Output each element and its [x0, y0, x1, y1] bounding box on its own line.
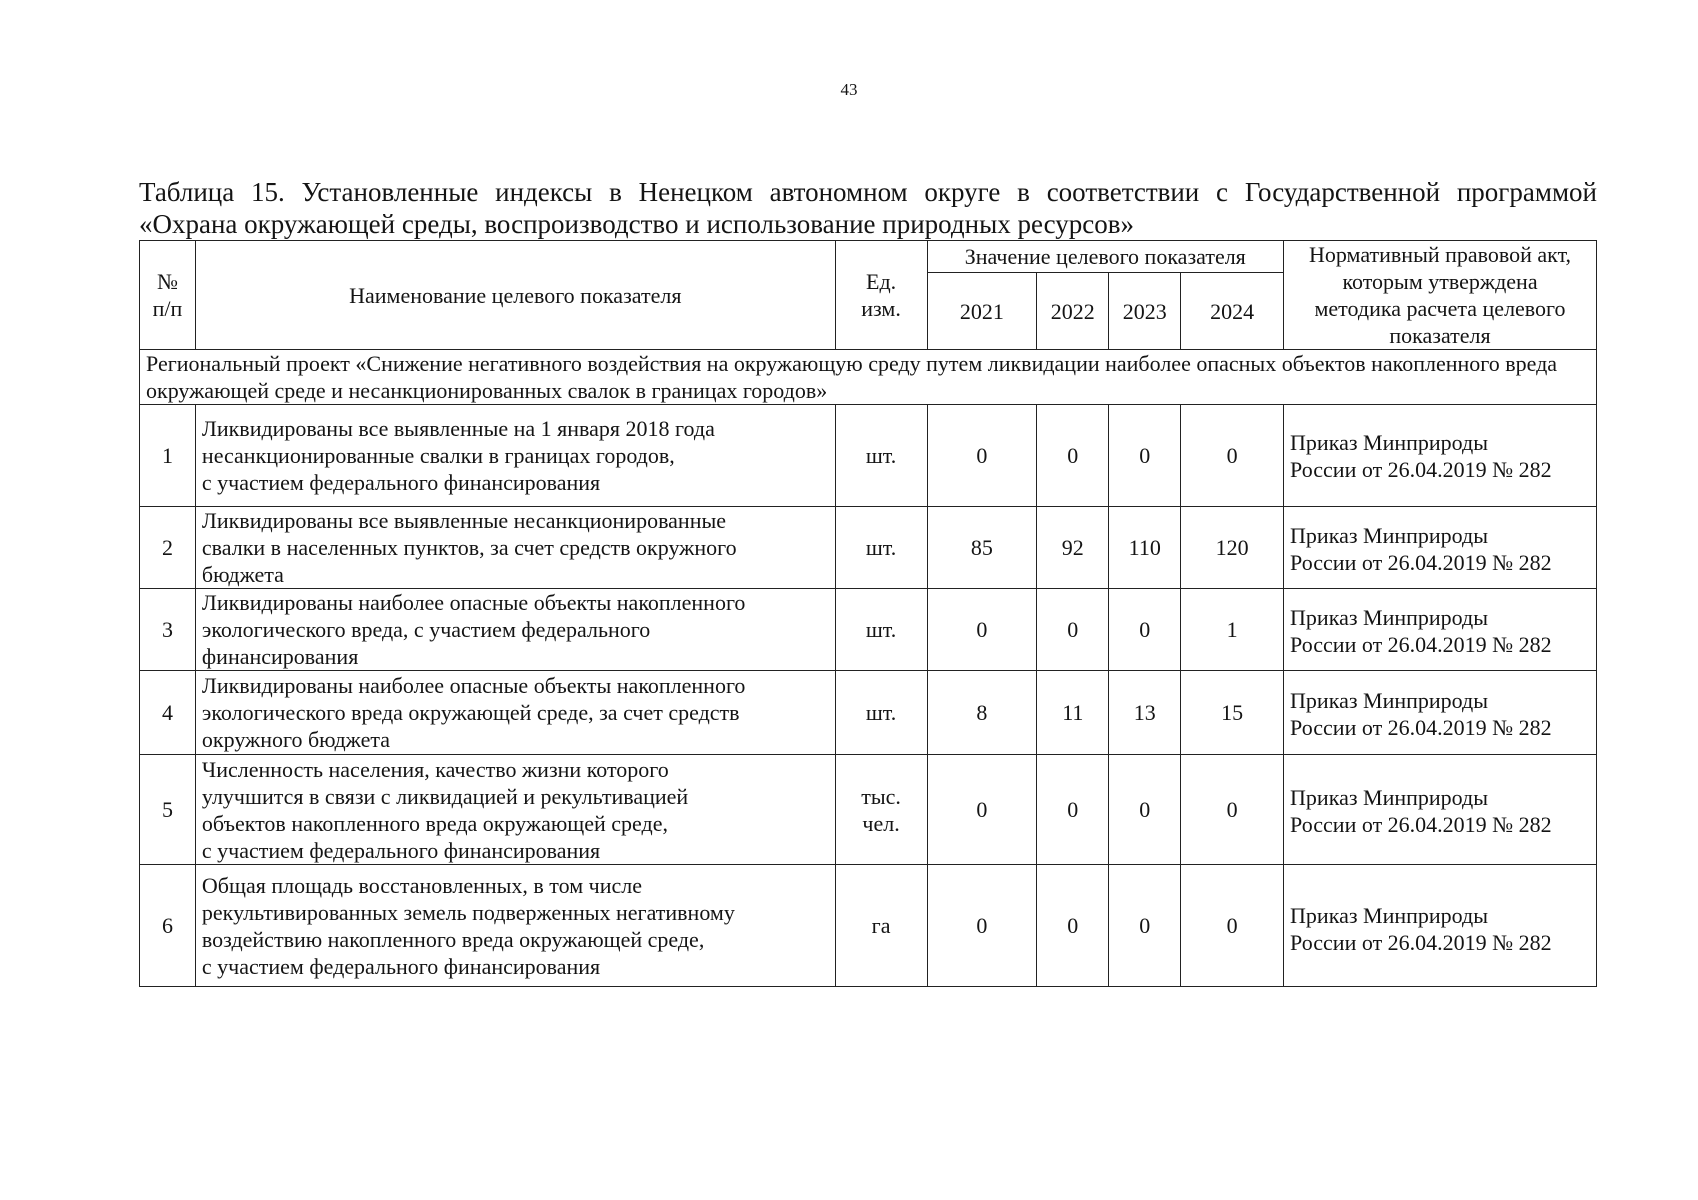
row-num: 5: [140, 755, 196, 865]
header-unit: Ед. изм.: [835, 241, 927, 350]
row-name: Ликвидированы все выявленные несанкционированные свалки в населенных пунктов, за счет средств окружного бюджета: [195, 507, 835, 589]
row-value-2023: 13: [1109, 671, 1181, 755]
indicators-table: [139, 240, 1597, 987]
row-name: Общая площадь восстановленных, в том числе рекультивированных земель подверженных негативному воздействию накопленного вреда окружающей среде, с участием федерального финансирования: [195, 865, 835, 987]
header-year-2021: 2021: [927, 273, 1037, 350]
row-value-2024: 0: [1181, 865, 1284, 987]
row-value-2021: 0: [927, 405, 1037, 507]
row-value-2022: 0: [1037, 755, 1109, 865]
row-value-2021: 0: [927, 755, 1037, 865]
row-value-2021: 0: [927, 589, 1037, 671]
row-value-2024: 0: [1181, 405, 1284, 507]
caption-line-1: Таблица 15. Установленные индексы в Ненецком автономном округе в соответствии с Государственной программой: [139, 177, 1597, 207]
row-value-2023: 110: [1109, 507, 1181, 589]
row-value-2023: 0: [1109, 865, 1181, 987]
row-value-2024: 1: [1181, 589, 1284, 671]
header-year-2024: 2024: [1181, 273, 1284, 350]
row-num: 6: [140, 865, 196, 987]
row-value-2023: 0: [1109, 405, 1181, 507]
row-value-2022: 0: [1037, 405, 1109, 507]
row-act: Приказ Минприроды России от 26.04.2019 № 282: [1284, 405, 1597, 507]
table-row: [140, 507, 1597, 589]
page-number: 43: [840, 80, 858, 99]
row-unit: шт.: [835, 671, 927, 755]
row-value-2022: 0: [1037, 589, 1109, 671]
row-num: 2: [140, 507, 196, 589]
header-num: № п/п: [140, 241, 196, 350]
table-row: [140, 865, 1597, 987]
row-value-2021: 8: [927, 671, 1037, 755]
row-unit: шт.: [835, 405, 927, 507]
row-act: Приказ Минприроды России от 26.04.2019 № 282: [1284, 507, 1597, 589]
row-name: Ликвидированы все выявленные на 1 января 2018 года несанкционированные свалки в границах городов, с участием федерального финансирования: [195, 405, 835, 507]
table-row: [140, 755, 1597, 865]
row-num: 1: [140, 405, 196, 507]
row-value-2023: 0: [1109, 589, 1181, 671]
row-num: 3: [140, 589, 196, 671]
row-unit: га: [835, 865, 927, 987]
row-name: Ликвидированы наиболее опасные объекты накопленного экологического вреда, с участием федерального финансирования: [195, 589, 835, 671]
table-row: [140, 405, 1597, 507]
header-name: Наименование целевого показателя: [195, 241, 835, 350]
row-unit: шт.: [835, 507, 927, 589]
row-act: Приказ Минприроды России от 26.04.2019 № 282: [1284, 865, 1597, 987]
row-act: Приказ Минприроды России от 26.04.2019 № 282: [1284, 589, 1597, 671]
project-title: Региональный проект «Снижение негативного воздействия на окружающую среду путем ликвидации наиболее опасных объектов накопленного вреда окружающей среде и несанкционированных свалок в границах городов»: [140, 350, 1597, 405]
header-value-group: Значение целевого показателя: [927, 241, 1284, 273]
project-row: [140, 350, 1597, 405]
header-year-2023: 2023: [1109, 273, 1181, 350]
table-caption: [139, 176, 1597, 240]
header-row-1: [140, 241, 1597, 273]
row-value-2022: 0: [1037, 865, 1109, 987]
row-value-2024: 0: [1181, 755, 1284, 865]
row-value-2024: 120: [1181, 507, 1284, 589]
row-value-2022: 92: [1037, 507, 1109, 589]
row-act: Приказ Минприроды России от 26.04.2019 № 282: [1284, 671, 1597, 755]
row-value-2024: 15: [1181, 671, 1284, 755]
header-year-2022: 2022: [1037, 273, 1109, 350]
table-row: [140, 671, 1597, 755]
caption-line-2: «Охрана окружающей среды, воспроизводство и использование природных ресурсов»: [139, 209, 1134, 239]
row-value-2021: 85: [927, 507, 1037, 589]
row-unit: тыс. чел.: [835, 755, 927, 865]
row-num: 4: [140, 671, 196, 755]
row-name: Ликвидированы наиболее опасные объекты накопленного экологического вреда окружающей среде, за счет средств окружного бюджета: [195, 671, 835, 755]
header-act: Нормативный правовой акт, которым утверждена методика расчета целевого показателя: [1284, 241, 1597, 350]
row-value-2023: 0: [1109, 755, 1181, 865]
row-unit: шт.: [835, 589, 927, 671]
row-value-2022: 11: [1037, 671, 1109, 755]
row-name: Численность населения, качество жизни которого улучшится в связи с ликвидацией и рекультивацией объектов накопленного вреда окружающей среде, с участием федерального финансирования: [195, 755, 835, 865]
row-act: Приказ Минприроды России от 26.04.2019 № 282: [1284, 755, 1597, 865]
row-value-2021: 0: [927, 865, 1037, 987]
table-row: [140, 589, 1597, 671]
